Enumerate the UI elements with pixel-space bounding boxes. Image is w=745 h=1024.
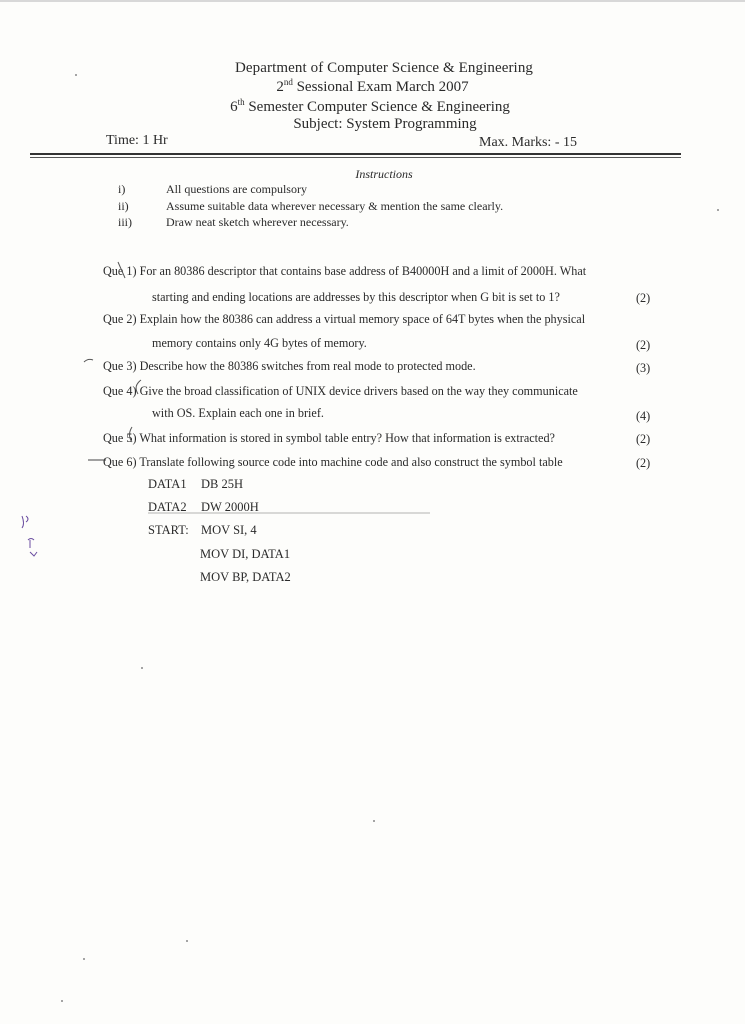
code-label: DATA1 xyxy=(148,477,187,491)
time-label: Time: 1 Hr xyxy=(106,133,168,148)
question-4-marks: (4) xyxy=(636,409,651,423)
code-instruction: MOV DI, DATA1 xyxy=(200,547,291,561)
scan-speck xyxy=(717,209,719,211)
code-label: DATA2 xyxy=(148,500,187,514)
code-instruction: MOV SI, 4 xyxy=(201,523,257,537)
department-title: Department of Computer Science & Engineering xyxy=(234,60,534,76)
question-label: Que 3) xyxy=(103,359,137,373)
scan-speck xyxy=(61,1000,63,1002)
scan-speck xyxy=(75,74,77,76)
question-text: Give the broad classification of UNIX device drivers based on the way they communicate xyxy=(139,384,578,398)
question-text: For an 80386 descriptor that contains base address of B40000H and a limit of 2000H. What xyxy=(139,264,587,278)
code-label: START: xyxy=(148,523,189,537)
question-text: with OS. Explain each one in brief. xyxy=(152,406,324,420)
question-label: Que 6) xyxy=(103,455,137,469)
question-5-marks: (2) xyxy=(636,432,651,446)
question-text: What information is stored in symbol table entry? How that information is extracted? xyxy=(139,431,555,445)
question-label: Que 4) xyxy=(103,384,137,398)
scan-speck xyxy=(373,820,375,822)
question-label: Que 1) xyxy=(103,264,137,278)
question-text: Translate following source code into machine code and also construct the symbol table xyxy=(139,455,563,469)
code-instruction: DW 2000H xyxy=(201,500,259,514)
scan-speck xyxy=(83,958,85,960)
code-instruction: MOV BP, DATA2 xyxy=(200,570,291,584)
question-text: Describe how the 80386 switches from real mode to protected mode. xyxy=(139,359,476,373)
question-label: Que 5) xyxy=(103,431,137,445)
question-3-marks: (3) xyxy=(636,361,651,375)
max-marks-label: Max. Marks: - 15 xyxy=(479,135,577,150)
question-6-marks: (2) xyxy=(636,456,651,470)
subject-title: Subject: System Programming xyxy=(293,116,477,132)
question-text: memory contains only 4G bytes of memory. xyxy=(152,336,367,350)
question-text: Explain how the 80386 can address a virtual memory space of 64T bytes when the physical xyxy=(139,312,586,326)
code-instruction: DB 25H xyxy=(201,477,244,491)
question-1-marks: (2) xyxy=(636,291,651,305)
question-2-marks: (2) xyxy=(636,338,651,352)
exam-title: 2nd Sessional Exam March 2007 xyxy=(276,77,469,95)
scan-speck xyxy=(141,667,143,669)
semester-title: 6th Semester Computer Science & Engineering xyxy=(230,97,510,115)
scan-speck xyxy=(186,940,188,942)
question-label: Que 2) xyxy=(103,312,137,326)
question-text: starting and ending locations are addresses by this descriptor when G bit is set to 1? xyxy=(152,290,560,304)
instructions-title: Instructions xyxy=(355,167,413,181)
